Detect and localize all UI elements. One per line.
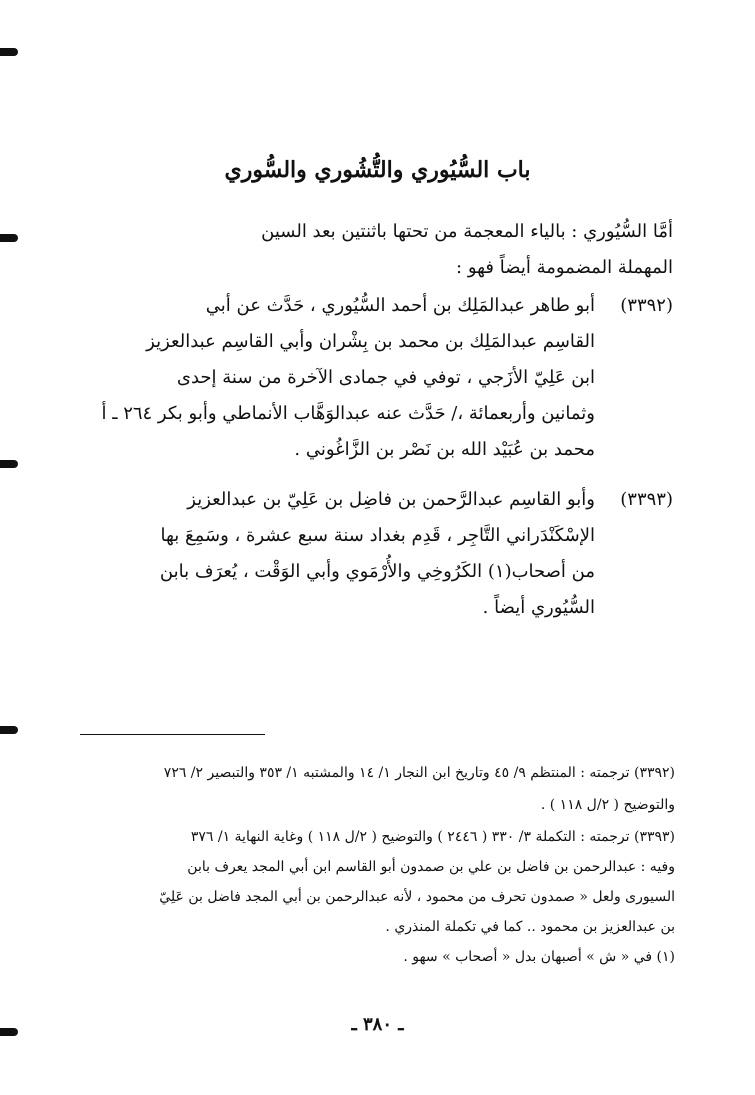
entry-text-line: القاسِم عبدالمَلِك بن محمد بن بِشْران وأبي القاسِم عبدالعزيز (146, 331, 595, 352)
entry-text-line: وثمانين وأربعمائة ،/ حَدَّث عنه عبدالوَهَّاب الأنماطي وأبو بكر ٢٦٤ ـ أ (101, 403, 595, 424)
footnote-separator (80, 734, 265, 735)
footnote-line: (٣٣٩٣) ترجمته : التكملة ٣/ ٣٣٠ ( ٢٤٤٦ ) والتوضيح ( ٢/ل ١١٨ ) وغاية النهاية ١/ ٣٧٦ (190, 829, 675, 845)
footnote-line: وفيه : عبدالرحمن بن فاضل بن علي بن صمدون أبو القاسم ابن أبي المجد يعرف بابن (187, 859, 675, 875)
entry-number: (٣٣٩٢) (620, 295, 673, 316)
footnote-line: بن عبدالعزيز بن محمود .. كما في تكملة المنذري . (385, 919, 675, 935)
scan-margin-mark (0, 48, 18, 56)
footnote-line: السيورى ولعل « صمدون تحرف من محمود ، لأنه عبدالرحمن بن أبي المجد فاضل بن عَلِيّ (159, 889, 675, 905)
entry-text-line: ابن عَلِيّ الأزَجي ، توفي في جمادى الآخرة من سنة إحدى (176, 367, 595, 388)
scan-margin-mark (0, 234, 18, 242)
intro-line: أمَّا السُّيُوري : بالياء المعجمة من تحتها باثنتين بعد السين (261, 221, 673, 242)
entry-text-line: وأبو القاسِم عبدالرَّحمن بن فاضِل بن عَلِيّ بن عبدالعزيز (187, 489, 595, 510)
entry-text-line: الإسْكَنْدَراني التَّاجِر ، قَدِم بغداد سنة سبع عشرة ، وسَمِعَ بها (160, 525, 595, 546)
entry-text-line: أبو طاهر عبدالمَلِك بن أحمد السُّيُوري ، حَدَّث عن أبي (205, 295, 595, 316)
chapter-title: باب السُّيُوري والتُّشُوري والسُّوري (224, 157, 531, 183)
intro-line: المهملة المضمومة أيضاً فهو : (456, 257, 673, 278)
footnote-line: (٣٣٩٢) ترجمته : المنتظم ٩/ ٤٥ وتاريخ ابن النجار ١/ ١٤ والمشتبه ١/ ٣٥٣ والتبصير ٢/ ٧٢٦ (163, 765, 675, 781)
scan-margin-mark (0, 726, 18, 734)
entry-text-line: محمد بن عُبَيْد الله بن نَصْر بن الزَّاغُوني . (294, 439, 595, 460)
scan-margin-mark (0, 460, 18, 468)
footnote-line: (١) في « ش » أصبهان بدل « أصحاب » سهو . (403, 949, 675, 965)
entry-text-line: السُّيُوري أيضاً . (482, 597, 595, 618)
page-number: ـ ٣٨٠ ـ (351, 1014, 404, 1035)
entry-text-line: من أصحاب(١) الكَرُوخِي والأُرْمَوي وأبي الوَقْت ، يُعرَف بابن (159, 561, 595, 582)
footnote-line: والتوضيح ( ٢/ل ١١٨ ) . (540, 797, 675, 813)
entry-number: (٣٣٩٣) (620, 489, 673, 510)
